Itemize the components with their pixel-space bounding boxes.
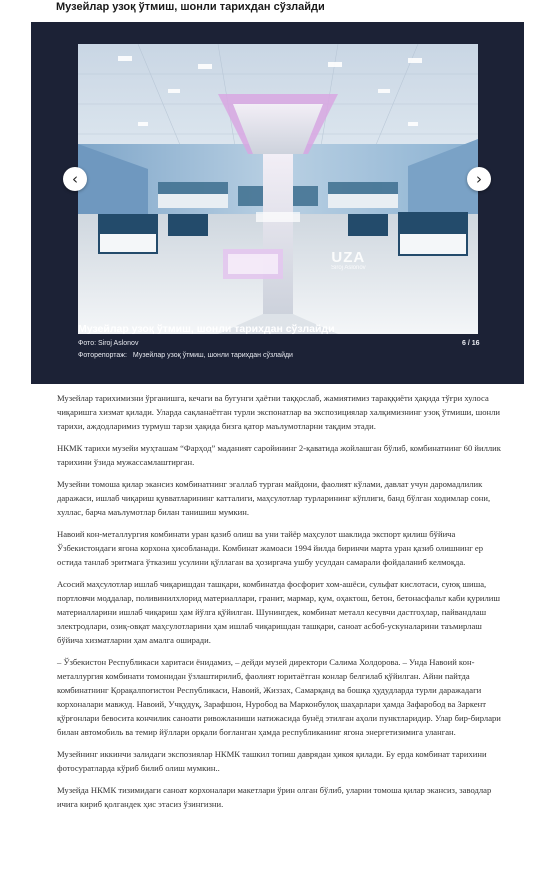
reportage-line: [78, 352, 293, 359]
gallery-next-button[interactable]: [467, 167, 491, 191]
article-paragraph: – Ўзбекистон Республикаси харитаси ёнидамиз, – дейди музей директори Салима Холдорова. – Унда Навоий кон-металлургия комбинати томонидан ўзлаштирилиб, фаолият юритаётган конлар белгилаб қўйилган. Айни пайтда комбинатнинг Қорақалпоғистон Республикаси, Навоий, Жиззах, Самарқанд ва бошқа ҳудудларда турли даражадаги корхоналари мавжуд. Навоий, Учқудуқ, Зарафшон, Нуробод ва Марконбулоқ шаҳарлари ҳамда Зафаробод ва Заркент қўрғонлари бевосита кончилик саноати ривожланиши натижасида бунёд этилган аҳоли пунктларидир. Улар бир-бирлари билан автомобиль ва темир йўллари орқали боғланган ҳамда республиканинг ягона энергетизимига уланган.: [57, 657, 501, 737]
photo-credit-label: Фото:: [78, 340, 97, 347]
reportage-label: Фоторепортаж:: [78, 352, 127, 359]
photo-gallery: [31, 22, 524, 384]
article-paragraph: НКМК тарихи музейи муҳташам “Фарҳод” маданият саройининг 2-қаватида жойлашган бўлиб, комбинатнинг 60 йиллик тарихини ўзида мужассамлаштирган.: [57, 443, 501, 467]
gallery-prev-button[interactable]: [63, 167, 87, 191]
article-paragraph: Навоий кон-металлургия комбинати уран қазиб олиш ва уни тайёр маҳсулот шаклида экспорт қилиш бўйича Ўзбекистондаги ягона корхона ҳисобланади. Комбинат жамоаси 1994 йилда биринчи марта уран қазиб олишнинг ер остида танлаб эритмага ўтказиш усулини қўллаган ва ҳозиргача ушбу усулдан самарали фойдаланиб келмоқда.: [57, 529, 483, 567]
uza-watermark: UZA Siroj Aslonov: [331, 249, 366, 271]
chevron-right-icon: ›: [476, 169, 482, 188]
article-paragraph: Музейнинг иккинчи залидаги экспозиялар НКМК ташкил топиш даврядан ҳикоя қилади. Бу ерда комбинат тарихини фотосуратларда кўриб билиб олиш мумкин..: [57, 749, 487, 773]
chevron-left-icon: ‹: [72, 169, 78, 188]
article-paragraph: Музейни томоша қилар экансиз комбинатнинг эгаллаб турган майдони, фаолият кўлами, давлат учун даромадлилик даражаси, ишлаб чиқариш қувватларининг катталиги, маҳсулотлар турларининг кўплиги, банд бўлган ходимлар сони, хуллас, барча маълумотлар билан танишиш мумкин.: [57, 479, 491, 517]
gallery-caption-title: Музейлар узоқ ўтмиш, шонли тарихдан сўзлайди: [78, 323, 335, 335]
photo-credit-name: Siroj Aslonov: [97, 340, 139, 347]
slide-counter: 6 / 16: [462, 340, 480, 347]
photo-credit: [78, 340, 138, 347]
museum-hall-image: [78, 44, 478, 334]
article-paragraph: Музейлар тарихимизни ўрганишга, кечаги ва бугунги ҳаётни таққослаб, жамиятимиз тараққиёти ҳақида тўғри хулоса чиқаришга хизмат қилади. Уларда сақланаётган турли экспонатлар ва экспозициялар халқимизнинг узоқ ўтмиши, шонли тарихи, аждодларимиз турмуш тарзи ҳақида бизга қатор маълумотларни тақдим этади.: [57, 393, 500, 431]
reportage-title: Музейлар узоқ ўтмиш, шонли тарихдан сўзлайди: [132, 352, 293, 359]
article-paragraph: Асосий маҳсулотлар ишлаб чиқаришдан ташқари, комбинатда фосфорит хом-ашёси, сульфат кислотаси, суюқ шиша, портловчи моддалар, поливинилхлорид материаллари, гранит, мармар, қум, оҳактош, бетон, бетонасфальт каби қурилиш материалларини ишлаб чиқариш ҳам йўлга қўйилган. Шунингдек, комбинат металл кесувчи дастгоҳлар, пайвандлаш электродлари, озиқ-овқат маҳсулотларини ҳам ишлаб чиқаришдан ташқари, саноат асбоб-ускуналарини таъмирлаш бўйича хизматларни ҳам амалга оширади.: [57, 579, 500, 645]
article-paragraph: Музейда НКМК тизимидаги саноат корхоналари макетлари ўрин олган бўлиб, уларни томоша қилар экансиз, заводлар ичига кириб қолгандек ҳис этасиз ўзингизни.: [57, 785, 492, 809]
article-body: [57, 391, 502, 819]
page-title: Музейлар узоқ ўтмиш, шонли тарихдан сўзлайди: [56, 1, 325, 13]
gallery-photo[interactable]: [78, 44, 478, 334]
